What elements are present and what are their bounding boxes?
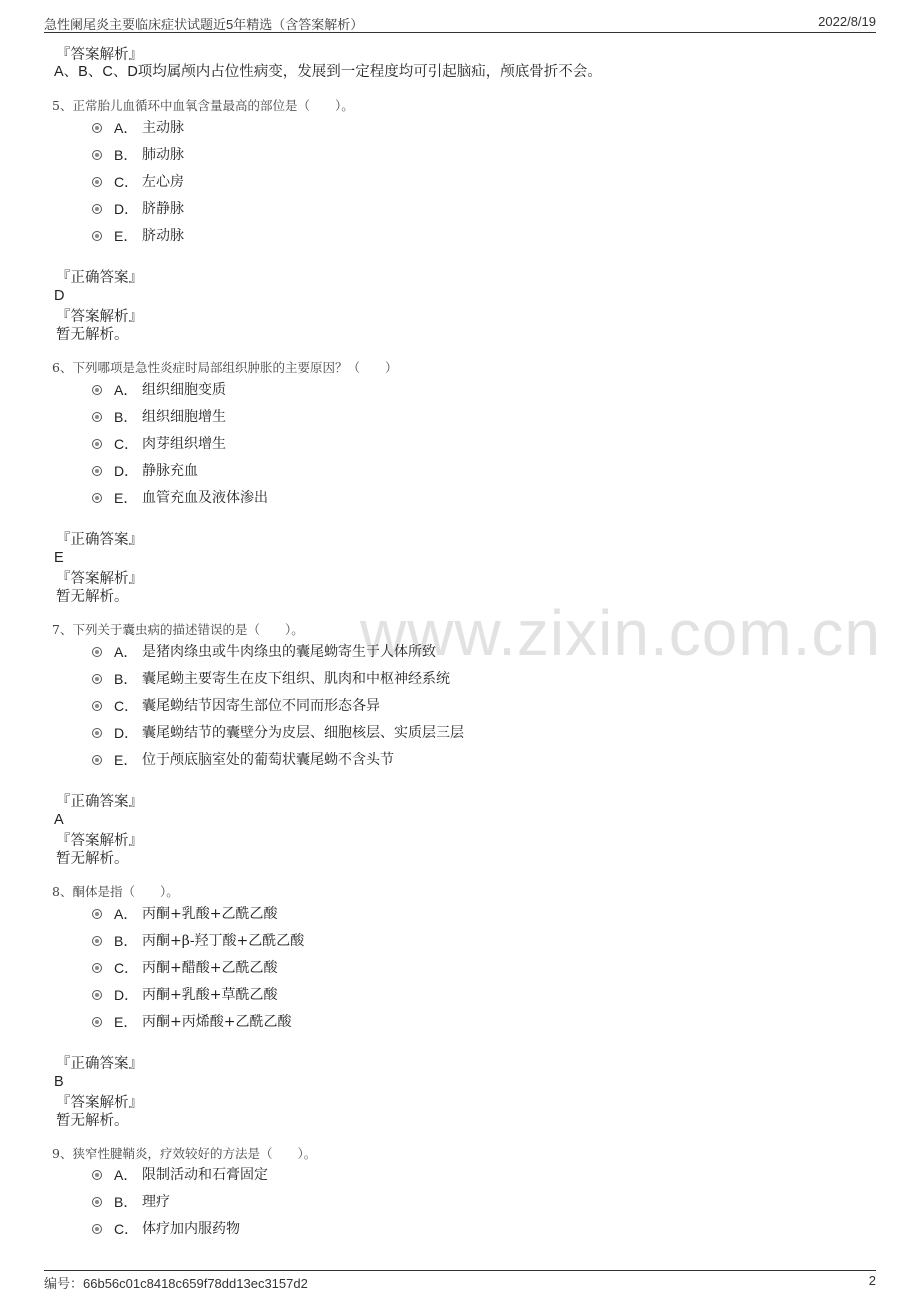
answer-label: 『正确答案』 — [56, 270, 143, 286]
radio-icon[interactable] — [92, 936, 102, 946]
answer-value: A — [54, 812, 64, 828]
analysis-text: A、B、C、D项均属颅内占位性病变，发展到一定程度均可引起脑疝，颅底骨折不会。 — [54, 64, 602, 80]
radio-icon[interactable] — [92, 1017, 102, 1027]
radio-icon[interactable] — [92, 204, 102, 214]
analysis-text: 暂无解析。 — [56, 327, 129, 343]
radio-icon[interactable] — [92, 909, 102, 919]
analysis-label: 『答案解析』 — [56, 833, 143, 849]
radio-icon[interactable] — [92, 647, 102, 657]
question-stem-5: 5、正常胎儿血循环中血氧含量最高的部位是（ ）。 — [52, 98, 354, 113]
analysis-text: 暂无解析。 — [56, 851, 129, 867]
radio-icon[interactable] — [92, 439, 102, 449]
radio-icon[interactable] — [92, 701, 102, 711]
radio-icon[interactable] — [92, 177, 102, 187]
question-stem-7: 7、下列关于囊虫病的描述错误的是（ ）。 — [52, 622, 304, 637]
radio-icon[interactable] — [92, 123, 102, 133]
analysis-label: 『答案解析』 — [56, 571, 143, 587]
answer-label: 『正确答案』 — [56, 794, 143, 810]
answer-value: E — [54, 550, 64, 566]
answer-label: 『正确答案』 — [56, 1056, 143, 1072]
question-stem-8: 8、酮体是指（ ）。 — [52, 884, 179, 899]
radio-icon[interactable] — [92, 385, 102, 395]
watermark: www.zixin.com.cn — [360, 597, 881, 669]
radio-icon[interactable] — [92, 466, 102, 476]
analysis-label: 『答案解析』 — [56, 1095, 143, 1111]
page-footer — [44, 1270, 876, 1291]
answer-label: 『正确答案』 — [56, 532, 143, 548]
page-number: 2 — [868, 1273, 876, 1288]
document-title: 急性阑尾炎主要临床症状试题近5年精选（含答案解析） — [44, 17, 364, 32]
radio-icon[interactable] — [92, 728, 102, 738]
radio-icon[interactable] — [92, 412, 102, 422]
radio-icon[interactable] — [92, 150, 102, 160]
question-stem-9: 9、狭窄性腱鞘炎，疗效较好的方法是（ ）。 — [52, 1146, 317, 1161]
analysis-text: 暂无解析。 — [56, 589, 129, 605]
radio-icon[interactable] — [92, 990, 102, 1000]
radio-icon[interactable] — [92, 231, 102, 241]
answer-value: B — [54, 1074, 64, 1090]
radio-icon[interactable] — [92, 493, 102, 503]
radio-icon[interactable] — [92, 1224, 102, 1234]
document-date: 2022/8/19 — [818, 14, 876, 29]
radio-icon[interactable] — [92, 1170, 102, 1180]
document-code: 编号：66b56c01c8418c659f78dd13ec3157d2 — [44, 1276, 308, 1291]
question-stem-6: 6、下列哪项是急性炎症时局部组织肿胀的主要原因？（ ） — [52, 360, 398, 375]
answer-value: D — [54, 288, 65, 304]
radio-icon[interactable] — [92, 1197, 102, 1207]
analysis-text: 暂无解析。 — [56, 1113, 129, 1129]
radio-icon[interactable] — [92, 674, 102, 684]
analysis-label: 『答案解析』 — [56, 47, 143, 63]
page-header — [44, 14, 876, 33]
radio-icon[interactable] — [92, 755, 102, 765]
radio-icon[interactable] — [92, 963, 102, 973]
analysis-label: 『答案解析』 — [56, 309, 143, 325]
